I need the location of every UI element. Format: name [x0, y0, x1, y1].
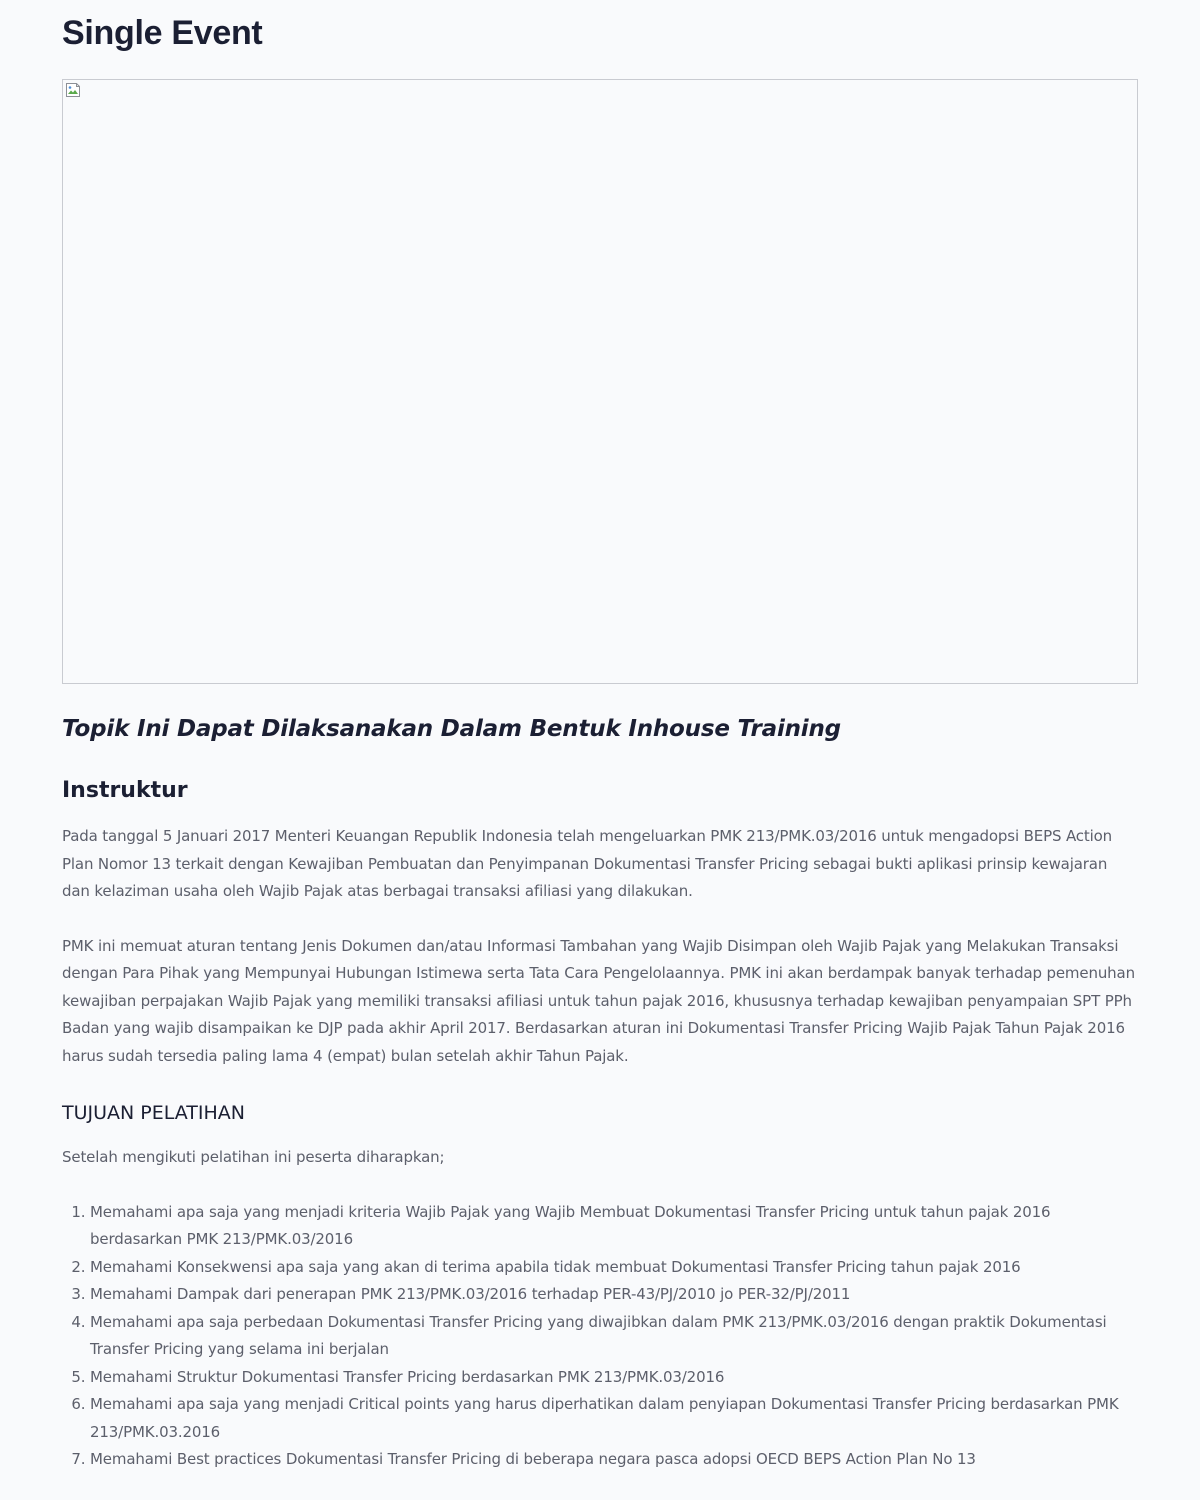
- event-subtitle: Topik Ini Dapat Dilaksanakan Dalam Bentuk Inhouse Training: [62, 716, 841, 742]
- page-content: [62, 0, 1138, 1474]
- list-item: 4. Memahami apa saja perbedaan Dokumentasi Transfer Pricing yang diwajibkan dalam PMK 213/PMK.03/2016 dengan praktik Dokumentasi Transfer Pricing yang selama ini berjalan: [90, 1309, 1138, 1364]
- list-item: 3. Memahami Dampak dari penerapan PMK 213/PMK.03/2016 terhadap PER-43/PJ/2010 jo PER-32/PJ/2011: [90, 1281, 1138, 1309]
- objectives-list: [62, 1199, 1138, 1474]
- list-item: 6. Memahami apa saja yang menjadi Critical points yang harus diperhatikan dalam penyiapan Dokumentasi Transfer Pricing berdasarkan PMK 213/PMK.03.2016: [90, 1391, 1138, 1446]
- list-item: 5. Memahami Struktur Dokumentasi Transfer Pricing berdasarkan PMK 213/PMK.03/2016: [90, 1364, 1138, 1392]
- pmk-paragraph: PMK ini memuat aturan tentang Jenis Dokumen dan/atau Informasi Tambahan yang Wajib Disimpan oleh Wajib Pajak yang Melakukan Transaksi dengan Para Pihak yang Mempunyai Hubungan Istimewa serta Tata Cara Pengelolaannya. PMK ini akan berdampak banyak terhadap pemenuhan kewajiban perpajakan Wajib Pajak yang memiliki transaksi afiliasi untuk tahun pajak 2016, khususnya terhadap kewajiban penyampaian SPT PPh Badan yang wajib disampaikan ke DJP pada akhir April 2017. Berdasarkan aturan ini Dokumentasi Transfer Pricing Wajib Pajak Tahun Pajak 2016 harus sudah tersedia paling lama 4 (empat) bulan setelah akhir Tahun Pajak.: [62, 936, 1135, 1065]
- instructor-heading: Instruktur: [62, 778, 188, 803]
- objectives-intro: Setelah mengikuti pelatihan ini peserta diharapkan;: [62, 1148, 445, 1166]
- broken-image-icon: [65, 82, 81, 98]
- objectives-heading: TUJUAN PELATIHAN: [62, 1102, 245, 1124]
- page-title: Single Event: [62, 14, 263, 52]
- list-item: 1. Memahami apa saja yang menjadi kriteria Wajib Pajak yang Wajib Membuat Dokumentasi Transfer Pricing untuk tahun pajak 2016 berdasarkan PMK 213/PMK.03/2016: [90, 1199, 1138, 1254]
- event-image: [62, 79, 1138, 684]
- list-item: 2. Memahami Konsekwensi apa saja yang akan di terima apabila tidak membuat Dokumentasi Transfer Pricing tahun pajak 2016: [90, 1254, 1138, 1282]
- list-item: 7. Memahami Best practices Dokumentasi Transfer Pricing di beberapa negara pasca adopsi OECD BEPS Action Plan No 13: [90, 1446, 1138, 1474]
- intro-paragraph: Pada tanggal 5 Januari 2017 Menteri Keuangan Republik Indonesia telah mengeluarkan PMK 213/PMK.03/2016 untuk mengadopsi BEPS Action Plan Nomor 13 terkait dengan Kewajiban Pembuatan dan Penyimpanan Dokumentasi Transfer Pricing sebagai bukti aplikasi prinsip kewajaran dan kelaziman usaha oleh Wajib Pajak atas berbagai transaksi afiliasi yang dilakukan.: [62, 827, 1113, 900]
